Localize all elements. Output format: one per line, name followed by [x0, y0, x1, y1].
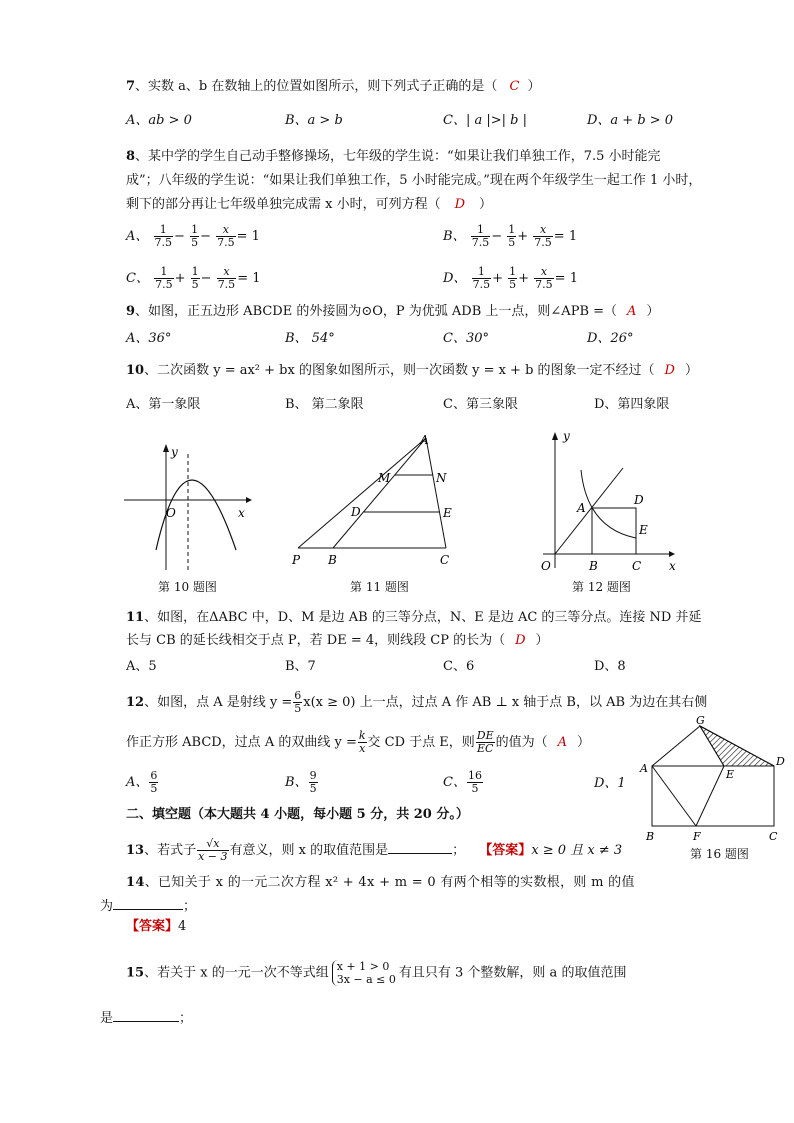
q14-answer-line: 【答案】4: [126, 919, 187, 934]
f12-label-d: D: [634, 493, 644, 507]
q11-option-b: B、7: [285, 659, 316, 674]
figure-16-caption: 第 16 题图: [690, 847, 749, 861]
q11-answer: D: [515, 633, 526, 648]
q9-option-a: A、36°: [126, 331, 172, 346]
f12-label-a: A: [577, 501, 586, 515]
q9-option-c: C、30°: [443, 331, 489, 346]
f11-line-pa: [298, 438, 426, 548]
q11-option-c: C、6: [443, 659, 475, 674]
f16-segment-af: [652, 766, 696, 826]
figure-12: [535, 428, 685, 578]
q10-stem: 10、二次函数 y = ax² + bx 的图象如图所示，则一次函数 y = x + b 的图象一定不经过（ D ）: [126, 363, 698, 378]
q9-option-d: D、26°: [587, 331, 634, 346]
q8-answer: D: [454, 197, 466, 212]
f11-label-n: N: [436, 471, 447, 485]
q11-line1: 11、如图，在ΔABC 中，D、M 是边 AB 的三等分点，N、E 是边 AC 的三等分点。连接 ND 并延: [126, 610, 702, 625]
q10-answer: D: [664, 363, 675, 378]
f16-segment-fe: [696, 766, 724, 826]
f11-side-ac: [426, 438, 446, 548]
f12-label-c: C: [632, 559, 642, 573]
q14-line1: 14、已知关于 x 的一元二次方程 x² + 4x + m = 0 有两个相等的实数根，则 m 的值: [126, 875, 635, 890]
q12-option-d: D、1: [594, 776, 626, 791]
f12-label-b: B: [589, 559, 598, 573]
f11-label-e: E: [443, 506, 452, 520]
q13-stem: 13、若式子 $\frac{√x}{x - 3}$ 有意义，则 x 的取值范围是 ； 【答案】x ≥ 0 且 x ≠ 3: [126, 837, 623, 863]
f12-label-x: x: [669, 559, 676, 573]
f16-label-c: C: [769, 830, 778, 843]
f16-label-b: B: [646, 830, 655, 843]
q12-option-a: A、 $\frac{6}{5}$: [126, 769, 158, 795]
f11-label-b: B: [328, 553, 337, 567]
f11-label-p: P: [292, 553, 301, 567]
figure-16: [638, 712, 794, 848]
section-2-heading: 二、填空题（本大题共 4 小题，每小题 5 分，共 20 分。）: [126, 807, 469, 822]
figure-10: [118, 440, 258, 580]
f16-label-g: G: [696, 714, 705, 727]
f11-side-ab: [333, 438, 426, 548]
f11-label-a: A: [420, 433, 429, 447]
q12-line2: 作正方形 ABCD，过点 A 的双曲线 y = $\frac{k}{x}$ 交 CD 于点 E，则 $\frac{DE}{EC}$ 的值为（ A ）: [126, 729, 591, 755]
f11-label-d: D: [351, 505, 361, 519]
q9-stem: 9、如图，正五边形 ABCDE 的外接圆为⊙O，P 为优弧 ADB 上一点，则∠APB =（ A ）: [126, 304, 660, 319]
q11-option-d: D、8: [594, 659, 626, 674]
q7-option-d: D、a + b > 0: [587, 113, 674, 128]
f12-label-e: E: [639, 523, 648, 537]
q8-option-b: B、 $\frac{1}{7.5}$ − $\frac{1}{5}$ + $\frac{x}{7.5}$ = 1: [443, 223, 578, 249]
f12-hyperbola: [581, 470, 636, 538]
q14-line2: 为 ；: [100, 896, 196, 916]
q7-option-a: A、ab > 0: [126, 113, 192, 128]
q13-answer-label: 【答案】: [479, 843, 532, 858]
q7-answer: C: [509, 79, 520, 94]
q10-option-d: D、第四象限: [594, 397, 670, 412]
f16-rectangle: [652, 766, 774, 826]
figure-12-caption: 第 12 题图: [572, 580, 631, 594]
q15-line1: 15、若关于 x 的一元一次不等式组 x + 1 > 0 3x − a ≤ 0 有且只有 3 个整数解，则 a 的取值范围: [126, 960, 627, 986]
q7-option-c: C、| a |>| b |: [443, 113, 527, 128]
q8-line2: 成”；八年级的学生说：“如果让我们单独工作，5 小时能完成。”现在两个年级学生一起工作 1 小时，: [126, 173, 702, 188]
f16-shaded-region: [700, 726, 774, 766]
f10-label-y: y: [171, 445, 178, 459]
q7-option-b: B、a > b: [285, 113, 343, 128]
q8-line1: 8、某中学的学生自己动手整修操场，七年级的学生说：“如果让我们单独工作，7.5 小时能完: [126, 149, 661, 164]
f12-ray: [555, 468, 623, 554]
q10-option-a: A、第一象限: [126, 397, 201, 412]
q12-option-b: B、 $\frac{9}{5}$: [285, 769, 317, 795]
q11-option-a: A、5: [126, 659, 157, 674]
f10-label-x: x: [238, 506, 245, 520]
q10-option-b: B、 第二象限: [285, 397, 364, 412]
q8-option-c: C、 $\frac{1}{7.5}$ + $\frac{1}{5}$ − $\frac{x}{7.5}$ = 1: [126, 265, 261, 291]
f16-label-a: A: [640, 762, 648, 775]
q12-answer: A: [557, 735, 568, 750]
f16-label-e: E: [726, 768, 735, 781]
q8-line3: 剩下的部分再让七年级单独完成需 x 小时，可列方程（ D ）: [126, 197, 493, 212]
figure-10-caption: 第 10 题图: [158, 580, 217, 594]
f12-label-o: O: [541, 559, 551, 573]
q10-option-c: C、第三象限: [443, 397, 518, 412]
f16-segment-ag: [652, 726, 700, 766]
q12-line1: 12、如图，点 A 是射线 y = $\frac{6}{5}$ x(x ≥ 0) 上一点，过点 A 作 AB ⊥ x 轴于点 B，以 AB 为边在其右侧: [126, 689, 708, 715]
q15-line2: 是 ；: [100, 1008, 192, 1028]
f16-label-f: F: [693, 830, 701, 843]
f12-square: [592, 508, 636, 554]
f12-label-y: y: [563, 429, 570, 443]
q8-option-d: D、 $\frac{1}{7.5}$ + $\frac{1}{5}$ + $\frac{x}{7.5}$ = 1: [443, 265, 578, 291]
q15-blank: [113, 1008, 179, 1022]
figure-11-caption: 第 11 题图: [350, 580, 409, 594]
q13-blank: [388, 840, 452, 854]
q14-answer: 4: [178, 919, 187, 934]
q7-stem: 7、实数 a、b 在数轴上的位置如图所示，则下列式子正确的是（ C ）: [126, 79, 541, 94]
q11-line2: 长与 CB 的延长线相交于点 P，若 DE = 4，则线段 CP 的长为（ D ）: [126, 633, 549, 648]
q12-option-c: C、 $\frac{16}{5}$: [443, 769, 482, 795]
f10-label-o: O: [166, 506, 176, 520]
q9-answer: A: [627, 304, 637, 319]
figure-11: [288, 430, 468, 570]
f11-label-m: M: [378, 471, 391, 485]
f11-label-c: C: [440, 553, 450, 567]
f16-label-d: D: [776, 755, 785, 768]
q9-option-b: B、 54°: [285, 331, 335, 346]
q8-option-a: A、 $\frac{1}{7.5}$ − $\frac{1}{5}$ − $\frac{x}{7.5}$ = 1: [126, 223, 260, 249]
q13-answer: x ≥ 0 且 x ≠ 3: [531, 843, 623, 858]
q14-blank: [113, 896, 183, 910]
